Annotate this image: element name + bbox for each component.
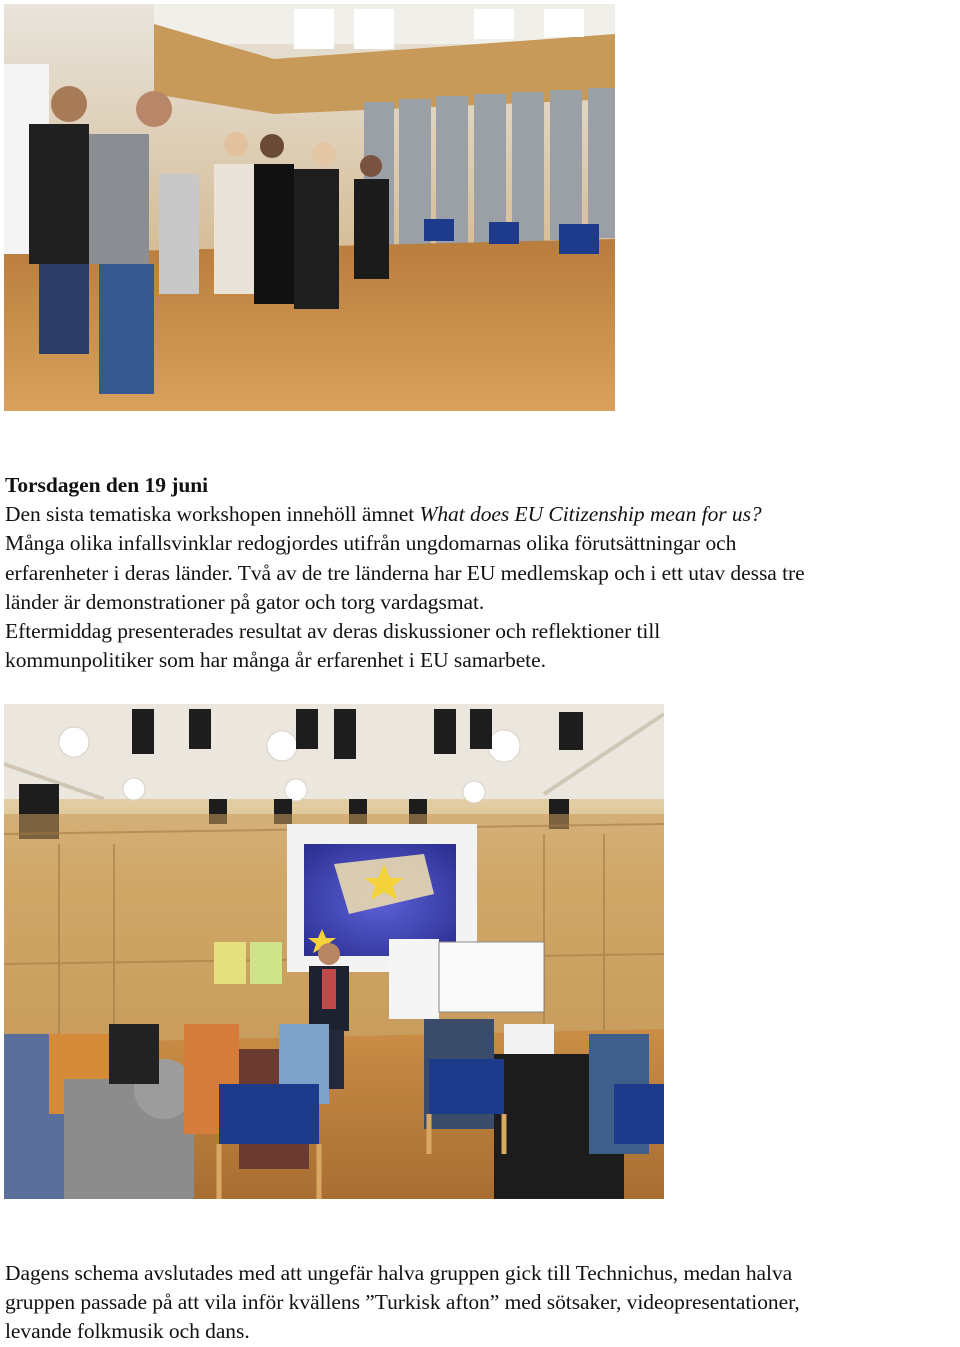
photo-students-dance <box>4 4 615 411</box>
section-closing <box>5 1259 800 1347</box>
paragraph-line: erfarenheter i deras länder. Två av de tre länderna har EU medlemskap och i ett utav dessa tre <box>5 560 805 585</box>
paragraph-line: Dagens schema avslutades med att ungefär halva gruppen gick till Technichus, medan halva <box>5 1261 793 1285</box>
paragraph-text: Den sista tematiska workshopen innehöll ämnet <box>5 502 420 527</box>
paragraph-line: levande folkmusik och dans. <box>5 1319 250 1344</box>
photo-students-dance-image <box>4 4 615 411</box>
paragraph-line: gruppen passade på att vila inför kvällens ”Turkisk afton” med sötsaker, videopresentationer, <box>5 1290 800 1315</box>
paragraph-line: kommunpolitiker som har många år erfarenhet i EU samarbete. <box>5 648 546 673</box>
workshop-topic: What does EU Citizenship mean for us? <box>419 502 762 527</box>
paragraph-line <box>5 500 805 529</box>
section-thursday <box>5 471 805 675</box>
photo-presentation-hall <box>4 704 664 1199</box>
section-heading: Torsdagen den 19 juni <box>5 473 209 497</box>
paragraph-line: Eftermiddag presenterades resultat av deras diskussioner och reflektioner till <box>5 619 661 644</box>
paragraph-line: länder är demonstrationer på gator och torg vardagsmat. <box>5 589 485 614</box>
paragraph-line: Många olika infallsvinklar redogjordes utifrån ungdomarnas olika förutsättningar och <box>5 531 737 556</box>
photo-presentation-hall-image <box>4 704 664 1199</box>
